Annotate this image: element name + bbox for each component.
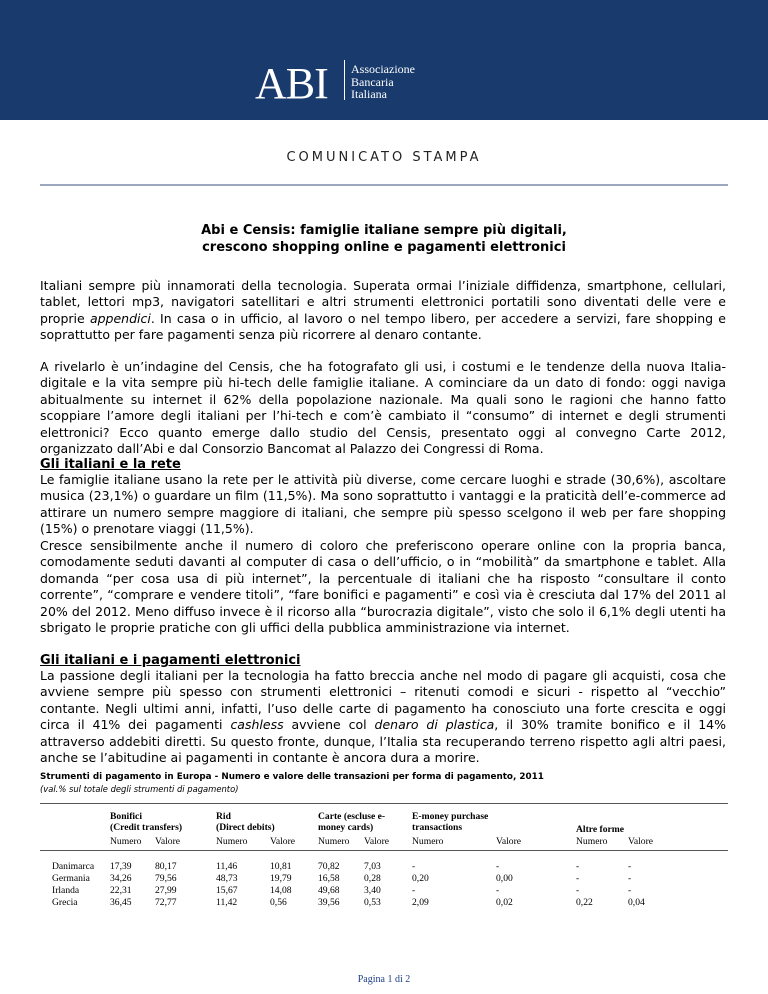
table-col-bonifici-numero: 17,39 34,26 22,31 36,45 [110, 861, 132, 908]
table-row-label: Irlanda [52, 885, 80, 896]
table-row-label: Germania [52, 873, 90, 884]
subheader-numero: Numero [216, 836, 248, 847]
header-banner [0, 0, 768, 120]
table-col-carte-numero: 70,82 16,58 49,68 39,56 [318, 861, 340, 908]
section-title-pagamenti: Gli italiani e i pagamenti elettronici [40, 653, 301, 668]
table-row-label: Danimarca [52, 861, 95, 872]
paragraph-banca-online: Cresce sensibilmente anche il numero di coloro che preferiscono operare online con la propria banca, comodamente seduti davanti al computer di casa o dell’ufficio, o in “mobilità” da smartphone e tablet. Alla domanda “per cosa usa di più internet”, la percentuale di italiani che ha risposto “consultare il conto corrente”, “comprare e vendere titoli”, “fare bonifici e pagamenti” e così via è cresciuta dal 17% del 2011 al 20% del 2012. Meno diffuso invece è il ricorso alla “burocrazia digitale”, visto che solo il 6,1% degli utenti ha sbrigato le proprie pratiche con gli uffici della pubblica amministrazione via internet. [40, 538, 726, 636]
table-col-rid-numero: 11,46 48,73 15,67 11,42 [216, 861, 238, 908]
header-rule [40, 184, 728, 186]
table-col-altre-valore: - - - 0,04 [628, 861, 645, 908]
table-col-emoney-numero: - 0,20 - 2,09 [412, 861, 429, 908]
document-type: COMUNICATO STAMPA [286, 150, 482, 165]
subheader-valore: Valore [155, 836, 181, 847]
table-header-emoney: E-money purchase transactions [412, 811, 489, 833]
subheader-valore: Valore [628, 836, 654, 847]
logo-org-name: Associazione Bancaria Italiana [351, 62, 415, 101]
paragraph-pagamenti: La passione degli italiani per la tecnologia ha fatto breccia anche nel modo di pagare gli acquisti, cosa che avviene sempre più spesso con strumenti elettronici – ritenuti comodi e sicuri - rispetto al “vecchio” contante. Negli ultimi anni, infatti, l’uso delle carte di pagamento ha conosciuto una forte crescita e oggi circa il 41% dei pagamenti cashless avviene col denaro di plastica, il 30% tramite bonifico e il 14% attraverso addebiti diretti. Su questo fronte, dunque, l’Italia sta recuperando terreno rispetto agli altri paesi, anche se l’abitudine ai pagamenti in contante è ancora dura a morire. [40, 668, 726, 766]
subheader-valore: Valore [364, 836, 390, 847]
abi-logo: ABI [255, 59, 328, 108]
table-col-bonifici-valore: 80,17 79,56 27,99 72,77 [155, 861, 177, 908]
table-col-emoney-valore: - 0,00 - 0,02 [496, 861, 513, 908]
subheader-numero: Numero [318, 836, 350, 847]
logo-divider [344, 60, 345, 100]
table-rule-header [40, 850, 728, 851]
paragraph-censis: A rivelarlo è un’indagine del Censis, che ha fotografato gli usi, i costumi e le tendenze della nuova Italia-digitale e la vita sempre più hi-tech delle famiglie italiane. A cominciare da un dato di fondo: oggi naviga abitualmente su internet il 62% della popolazione nazionale. Ma quali sono le ragioni che hanno fatto scoppiare l’amore degli italiani per l’hi-tech e com’è cambiato il “consumo” di internet e degli strumenti elettronici? Ecco quanto emerge dallo studio del Censis, presentato oggi al convegno Carte 2012, organizzato dall’Abi e dal Consorzio Bancomat al Palazzo dei Congressi di Roma. [40, 359, 726, 457]
table-col-rid-valore: 10,81 19,79 14,08 0,56 [270, 861, 292, 908]
table-col-carte-valore: 7,03 0,28 3,40 0,53 [364, 861, 381, 908]
section-title-rete: Gli italiani e la rete [40, 457, 181, 472]
table-header-bonifici: Bonifici (Credit transfers) [110, 811, 183, 833]
table-rule-top [40, 803, 728, 804]
page-number: Pagina 1 di 2 [357, 974, 411, 985]
subheader-numero: Numero [412, 836, 444, 847]
table-header-rid: Rid (Direct debits) [216, 811, 275, 833]
table-subcaption: (val.% sul totale degli strumenti di pagamento) [40, 784, 239, 794]
subheader-valore: Valore [496, 836, 522, 847]
paragraph-intro: Italiani sempre più innamorati della tecnologia. Superata ormai l’iniziale diffidenza, smartphone, cellulari, tablet, lettori mp3, navigatori satellitari e altri strumenti elettronici portatili sono diventati delle vere e proprie appendici. In casa o in ufficio, al lavoro o nel tempo libero, per accedere a servizi, fare shopping e soprattutto per fare pagamenti senza più ricorrere al denaro contante. [40, 278, 726, 343]
table-col-altre-numero: - - - 0,22 [576, 861, 593, 908]
table-header-carte: Carte (escluse e- money cards) [318, 811, 386, 833]
subheader-numero: Numero [576, 836, 608, 847]
subheader-numero: Numero [110, 836, 142, 847]
paragraph-rete: Le famiglie italiane usano la rete per le attività più diverse, come cercare luoghi e strade (30,6%), ascoltare musica (23,1%) o guardare un film (11,5%). Ma sono soprattutto i vantaggi e la praticità dell’e-commerce ad attirare un numero sempre maggiore di italiani, che sempre più spesso scelgono il web per fare shopping (15%) o prenotare viaggi (11,5%). [40, 472, 726, 537]
table-country-column [52, 861, 94, 909]
table-caption: Strumenti di pagamento in Europa - Numero e valore delle transazioni per forma di pagamento, 2011 [40, 772, 544, 782]
table-header-altre: Altre forme [576, 824, 625, 835]
subheader-valore: Valore [270, 836, 296, 847]
table-row-label: Grecia [52, 897, 78, 908]
headline: Abi e Censis: famiglie italiane sempre più digitali, crescono shopping online e pagamenti elettronici [201, 223, 567, 255]
